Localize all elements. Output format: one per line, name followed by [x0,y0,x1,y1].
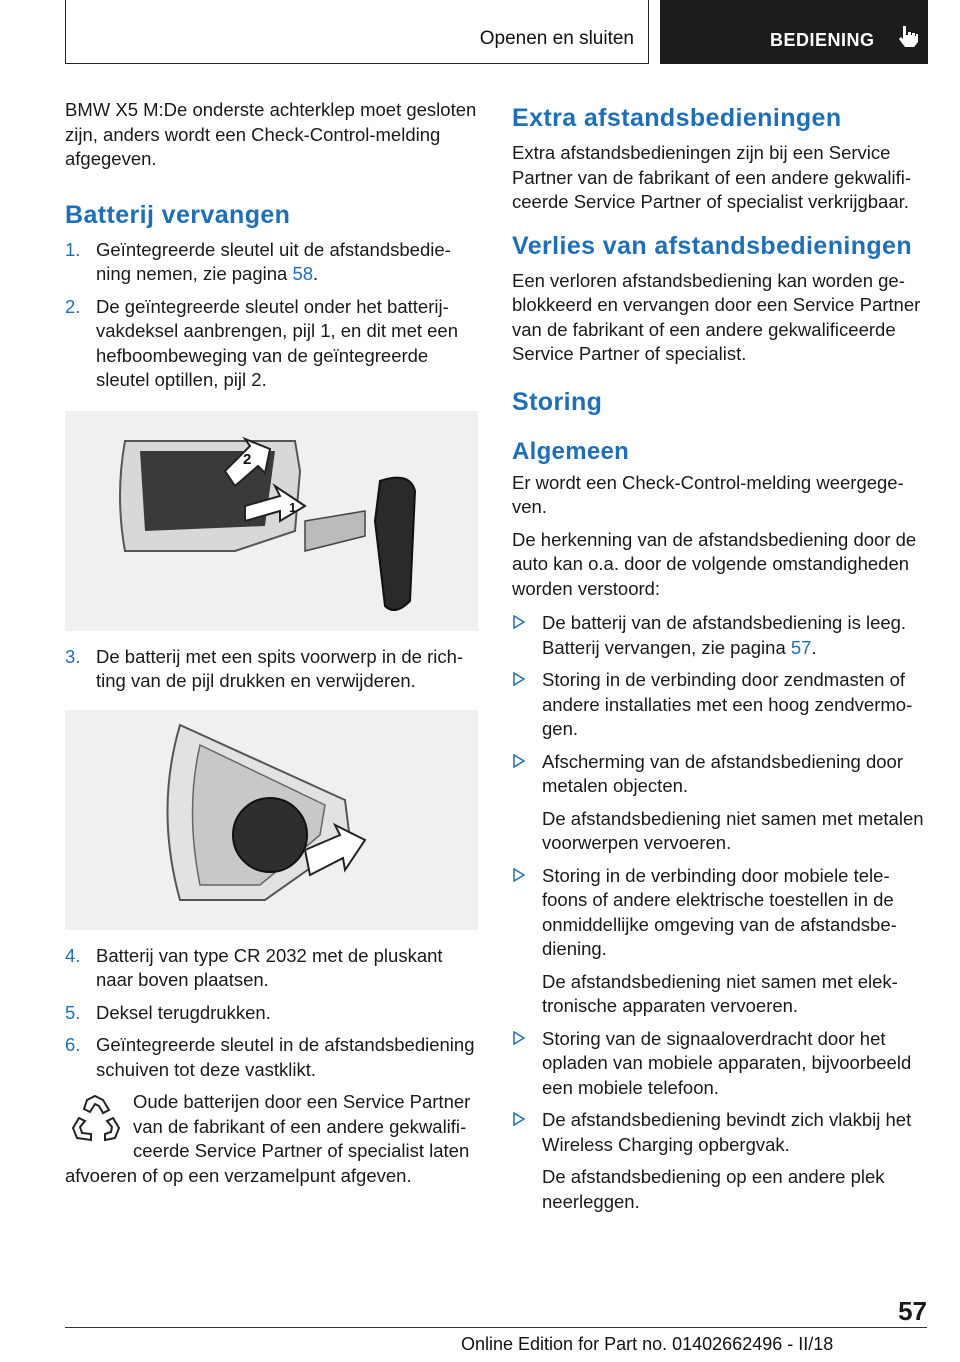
heading-verlies: Verlies van afstandsbedieningen [512,231,913,260]
step-5 [65,1001,478,1026]
triangle-bullet-icon [513,1112,525,1126]
heading-storing: Storing [512,387,603,416]
list-item: De afstandsbediening bevindt zich vlakbij het Wireless Charging opbergvak. [512,1108,924,1157]
step-1: 1. Geïntegreerde sleutel uit de afstandsbediening nemen, zie pagina 58. [65,238,451,284]
step-text: De batterij met een spits voorwerp in de richting van de pijl drukken en verwijderen. [96,645,464,691]
page-link[interactable]: 58 [292,263,314,284]
list-item: De batterij van de afstandsbediening is leeg. Batterij vervangen, zie pagina 57. [512,611,924,660]
recycle-icon [65,1094,125,1146]
list-item: Storing in de verbinding door mobiele telefoons of andere elektrische toestellen in de onmiddellijke omgeving van de afstandsbediening. [512,864,924,962]
intro-paragraph: BMW X5 M:De onderste achterklep moet gesloten zijn, anders wordt een Check-Control-melding afgegeven. [65,99,477,169]
triangle-bullet-icon [513,615,525,629]
step-number: 2. [65,295,81,317]
heading-algemeen: Algemeen [512,437,630,465]
paragraph-verlies: Een verloren afstandsbediening kan worden geblokkeerd en vervangen door een Service Partner van de fabrikant of een andere gekwalificeerde Service Partner of specialist. [512,269,921,364]
list-item: Storing van de signaaloverdracht door het opladen van mobiele apparaten, bijvoorbeeld een mobiele telefoon. [512,1027,924,1101]
step-number: 5. [65,1001,81,1023]
hand-pointer-icon [897,24,919,48]
step-number: 6. [65,1034,81,1055]
paragraph-algemeen-2: De herkenning van de afstandsbediening door de auto kan o.a. door de volgende omstandigheden worden verstoord: [512,528,917,599]
list-item-sub: De afstandsbediening niet samen met metalen voorwerpen vervoeren. [542,807,924,853]
key-removal-illustration [65,411,478,631]
step-text: Geïntegreerde sleutel in de afstandsbediening schuiven tot deze vastklikt. [96,1034,475,1080]
page-number: 57 [898,1296,927,1326]
list-item-sub: De afstandsbediening op een andere plek neerleggen. [542,1166,885,1212]
step-4 [65,944,478,993]
battery-removal-illustration [65,710,478,930]
arrow-label-1: 1 [289,499,297,515]
list-item-sub: De afstandsbediening niet samen met elektronische apparaten vervoeren. [542,970,898,1016]
step-text: Batterij van type CR 2032 met de pluskant naar boven plaatsen. [96,944,443,990]
step-2 [65,295,478,393]
edition-info: Online Edition for Part no. 01402662496 - II/18 [461,1334,834,1354]
step-text: De geïntegreerde sleutel onder het batterijvakdeksel aanbrengen, pijl 1, en dit met een hefboombeweging van de geïntegreerde sleutel optillen, pijl 2. [96,295,459,390]
paragraph-extra: Extra afstandsbedieningen zijn bij een Service Partner van de fabrikant of een andere gekwalificeerde Service Partner of specialist verkrijgbaar. [512,142,912,212]
left-column [65,98,478,1188]
list-item: Afscherming van de afstandsbediening door metalen objecten. [512,750,924,799]
heading-extra-afstandsbedieningen: Extra afstandsbedieningen [512,104,842,132]
triangle-bullet-icon [513,868,525,882]
chapter-tab[interactable] [660,0,928,64]
note-text: Oude batterijen door een Service Partner van de fabrikant of een andere gekwalificeerde Service Partner of specialist laten afvoeren of op een verzamelpunt afgeven. [65,1091,471,1186]
footer-divider [65,1327,927,1328]
recycling-note [65,1090,478,1188]
heading-batterij-vervangen: Batterij vervangen [65,200,291,229]
step-number: 4. [65,944,81,966]
header-section-title: Openen en sluiten [479,28,634,49]
step-text: Deksel terugdrukken. [96,1001,271,1023]
list-item: Storing in de verbinding door zendmasten of andere installaties met een hoog zendvermogen. [512,668,924,742]
step-6 [65,1033,478,1082]
triangle-bullet-icon [513,1031,525,1045]
chapter-tab-label: BEDIENING [770,30,875,50]
step-number: 1. [65,238,81,260]
step-number: 3. [65,645,81,667]
arrow-label-2: 2 [243,450,252,468]
triangle-bullet-icon [513,672,525,686]
step-3 [65,645,478,694]
right-column [512,103,924,1222]
paragraph-algemeen-1: Er wordt een Check-Control-melding weergegeven. [512,471,904,517]
step-text: Geïntegreerde sleutel uit de afstandsbediening nemen, zie pagina [96,238,451,284]
triangle-bullet-icon [513,754,525,768]
page-link[interactable]: 57 [790,636,812,658]
